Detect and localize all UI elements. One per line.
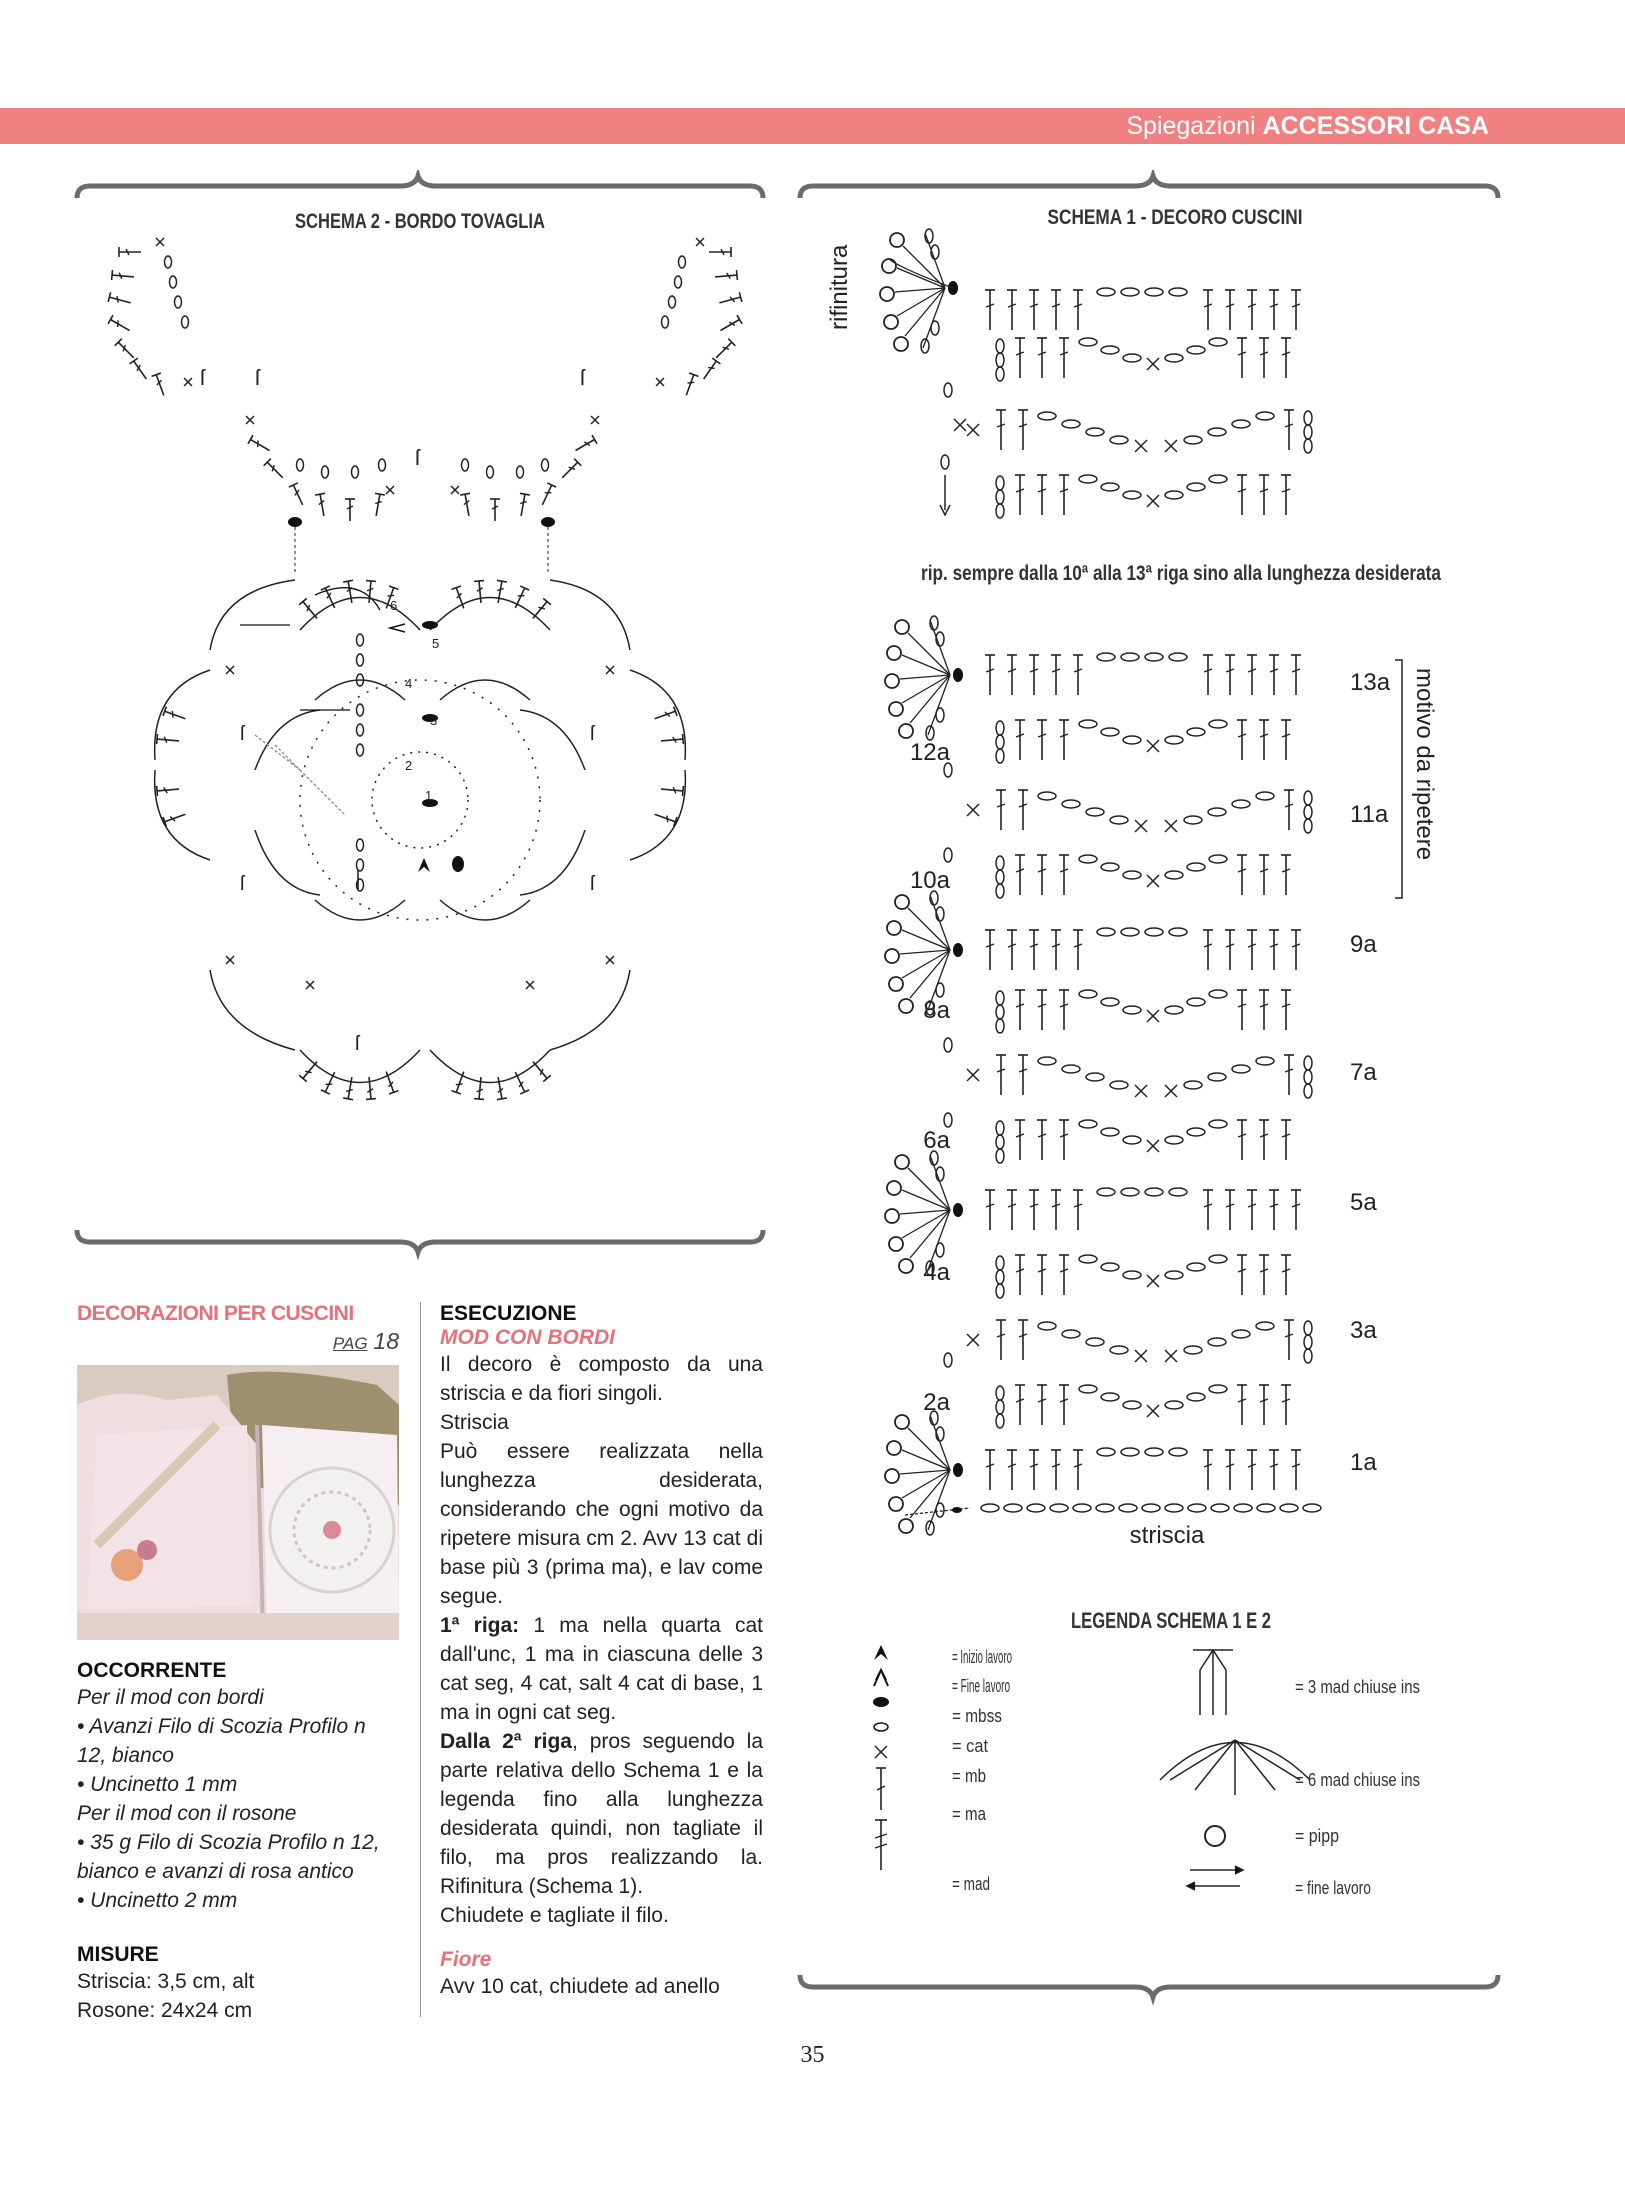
svg-text:ſ: ſ [240, 873, 245, 895]
schema2-right-arm [415, 238, 742, 521]
row-label: 12a [909, 739, 950, 766]
misure-line: Rosone: 24x24 cm [77, 1999, 253, 2022]
schema2-start-marker [418, 858, 430, 872]
legend-label: = Fine lavoro [952, 1676, 1010, 1696]
column-divider [420, 1302, 421, 2017]
legend-title: LEGENDA SCHEMA 1 E 2 [1071, 1608, 1271, 1633]
fiore-heading: Fiore [440, 1948, 492, 1971]
header-title: ACCESSORI CASA [1262, 112, 1489, 140]
header-section: Spiegazioni [1126, 112, 1256, 140]
repeat-bracket [1395, 660, 1402, 898]
svg-text:ſ: ſ [590, 873, 595, 895]
row-label: 10a [909, 867, 950, 894]
instructions-column [440, 1302, 763, 2001]
schema2-title: SCHEMA 2 - BORDO TOVAGLIA [295, 210, 545, 233]
schema2-rosette [155, 580, 686, 1083]
occorrente-line: • 35 g Filo di Scozia Profilo n 12, bianco e avanzi di rosa antico [77, 1831, 380, 1883]
svg-text:ſ: ſ [255, 365, 260, 390]
picot-icon [1205, 1826, 1225, 1846]
legend-label: = pipp [1295, 1826, 1339, 1846]
legend-label: = fine lavoro [1295, 1878, 1371, 1898]
row-label: 2a [923, 1389, 950, 1416]
section-heading: DECORAZIONI PER CUSCINI [77, 1302, 354, 1325]
legend-label: = mb [952, 1766, 986, 1786]
schema1-side-label: rifinitura [826, 244, 853, 330]
legend-symbols-right [1160, 1650, 1310, 1890]
occorrente-line: • Uncinetto 2 mm [77, 1889, 238, 1912]
paragraph: Avv 10 cat, chiudete ad anello [440, 1975, 720, 1998]
paragraph: Chiudete e tagliate il filo. [440, 1904, 669, 1927]
row-number: 4 [405, 676, 413, 691]
row-label: 5a [1350, 1189, 1377, 1216]
svg-text:ſ: ſ [355, 1033, 360, 1055]
schema1-title: SCHEMA 1 - DECORO CUSCINI [1047, 206, 1303, 229]
legend-label: = mbss [952, 1706, 1002, 1726]
misure-line: Striscia: 3,5 cm, alt [77, 1970, 255, 1993]
paragraph: Può essere realizzata nella lunghezza desiderata, considerando che ogni motivo da ripetere misura cm 2. Avv 13 cat di base più 3 (prima ma), e lav come segue. [440, 1440, 763, 1608]
schema2-rosette-stitches [157, 580, 684, 1099]
row-instruction [440, 1727, 763, 1901]
row-number: 2 [405, 758, 413, 773]
page-number: 35 [800, 2042, 825, 2068]
legend-label: = 3 mad chiuse ins [1295, 1677, 1420, 1697]
schema1-bottom-label: striscia [1129, 1522, 1205, 1549]
misure-heading: MISURE [77, 1943, 159, 1966]
row-number: 6 [390, 598, 398, 613]
row-label: 3a [1350, 1317, 1377, 1344]
schema2-top-bracket [77, 176, 763, 198]
schema2-left-arm [108, 238, 394, 521]
row-label: Dalla 2ª riga [440, 1730, 572, 1753]
chain-icon [874, 1723, 888, 1731]
row-text: , pros seguendo la parte relativa dello Schema 1 e la legenda fino alla lunghezza desiderata quindi, non tagliate il filo, ma pros realizzando la. Rifinitura (Schema 1). [440, 1730, 763, 1898]
schema1-bottom-bracket [800, 1975, 1498, 1997]
occorrente-heading: OCCORRENTE [77, 1659, 227, 1682]
schema1-top-bracket [800, 176, 1498, 198]
paragraph: Striscia [440, 1411, 509, 1434]
schema1-repeat-note: rip. sempre dalla 10ª alla 13ª riga sino alla lunghezza desiderata [921, 562, 1442, 585]
legend-label: = 6 mad chiuse ins [1295, 1770, 1420, 1790]
legend-label: = mad [952, 1874, 990, 1894]
paragraph: Il decoro è composto da una striscia e da fiori singoli. [440, 1353, 763, 1405]
legend-label: = Inizio lavoro [952, 1647, 1012, 1667]
occorrente-line: • Avanzi Filo di Scozia Profilo n 12, bianco [77, 1715, 366, 1767]
schema2-diagram [60, 170, 775, 1260]
row-label: 11a [1350, 801, 1389, 828]
schema1-row-labels-right [1350, 669, 1391, 1476]
end-icon [874, 1670, 888, 1686]
page-reference [77, 1328, 399, 1355]
schema2-bottom-bracket [77, 1230, 763, 1252]
row-instruction [440, 1611, 763, 1727]
schema1-rifinitura [880, 229, 1312, 518]
legend-labels-left [952, 1647, 1012, 1894]
svg-text:ſ: ſ [580, 365, 585, 390]
page-prefix: PAG [332, 1334, 368, 1353]
legend-label: = cat [952, 1736, 988, 1756]
legend-label: = ma [952, 1804, 987, 1824]
page-ref-number: 18 [373, 1328, 399, 1354]
svg-text:ſ: ſ [240, 723, 245, 745]
row-label: 9a [1350, 931, 1377, 958]
model-subheading: MOD CON BORDI [440, 1326, 615, 1349]
occorrente-line: Per il mod con il rosone [77, 1802, 297, 1825]
row-label: 6a [923, 1127, 950, 1154]
cushions-photo [77, 1365, 399, 1640]
schema1-striscia [885, 616, 1321, 1535]
row-label: 7a [1350, 1059, 1377, 1086]
row-label: 8a [923, 997, 950, 1024]
slip-stitch-icon [873, 1697, 889, 1707]
svg-text:ſ: ſ [590, 723, 595, 745]
schema1-row-labels-left [910, 739, 951, 1416]
schema1-repeat-label: motivo da ripetere [1411, 668, 1438, 861]
header-text [1126, 112, 1489, 141]
row-number: 3 [430, 713, 438, 728]
schema1-diagram [795, 170, 1525, 2020]
start-icon [874, 1645, 888, 1660]
row-label: 1ª riga: [440, 1614, 520, 1637]
legend-labels-right [1295, 1677, 1420, 1898]
row-label: 13a [1350, 669, 1391, 696]
svg-text:ſ: ſ [200, 365, 205, 390]
row-label: 4a [923, 1259, 950, 1286]
row-label: 1a [1350, 1449, 1377, 1476]
row-text: 1 ma nella quarta cat dall'unc, 1 ma in ciascuna delle 3 cat seg, 4 cat, salt 4 cat di base, 1 ma in ogni cat seg. [440, 1614, 763, 1724]
execution-heading: ESECUZIONE [440, 1302, 577, 1325]
occorrente-line: Per il mod con bordi [77, 1686, 264, 1709]
occorrente-line: • Uncinetto 1 mm [77, 1773, 238, 1796]
row-number: 5 [432, 636, 440, 651]
row-number: 1 [425, 788, 433, 803]
legend-symbols-left [873, 1645, 889, 1870]
header-band [0, 108, 1625, 144]
single-crochet-icon [875, 1746, 887, 1758]
svg-text:ſ: ſ [415, 445, 420, 470]
